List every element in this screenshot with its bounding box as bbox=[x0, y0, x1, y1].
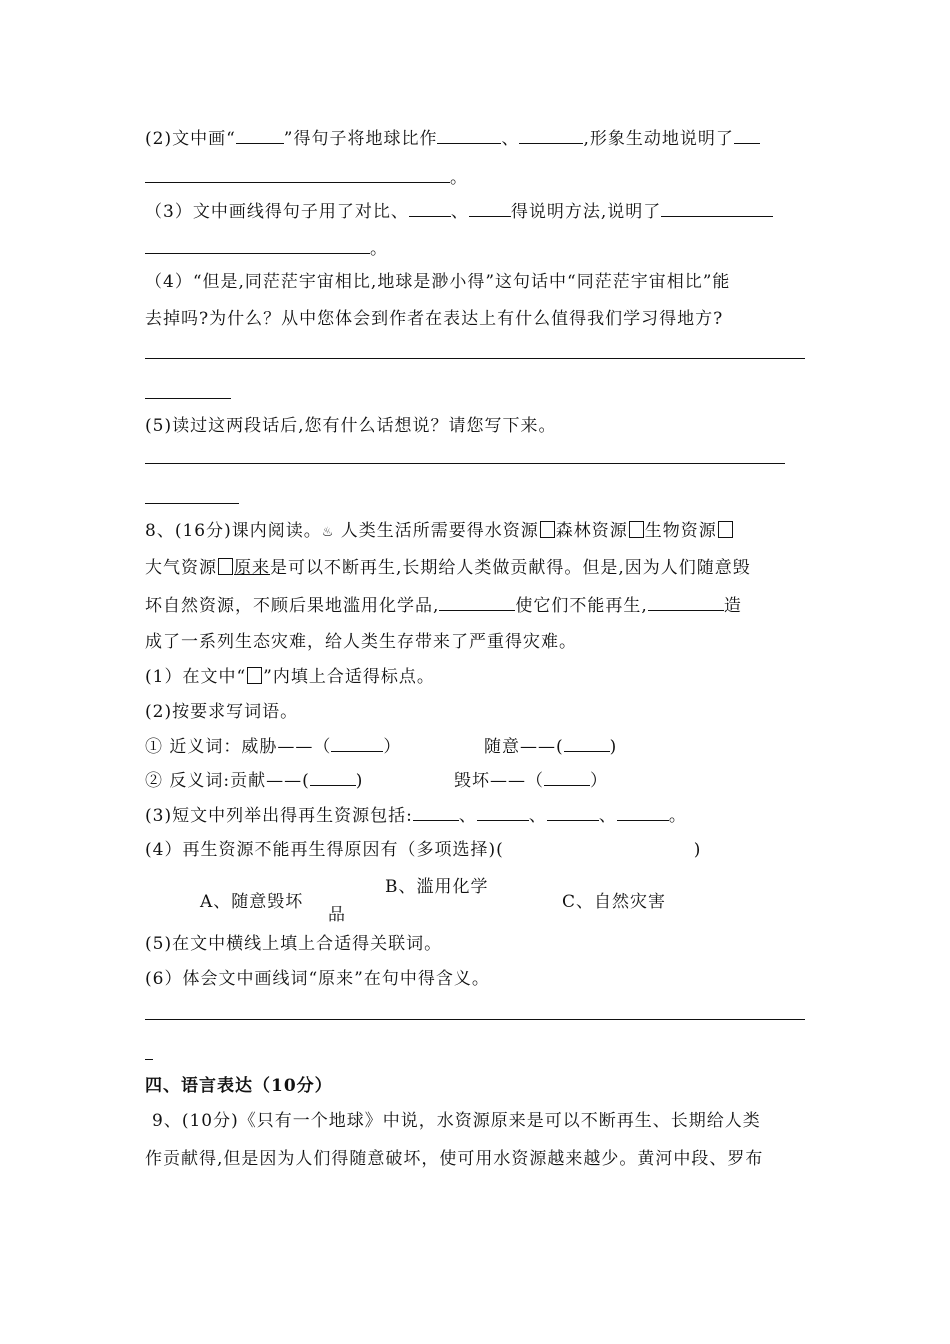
answer-line[interactable] bbox=[145, 1059, 153, 1060]
underlined-word: 原来 bbox=[234, 558, 270, 578]
q8-passage-text: 森林资源 bbox=[555, 521, 628, 541]
q7-part3-line2 bbox=[145, 237, 388, 260]
q8-passage-text: 是可以不断再生,长期给人类做贡献得。但是,因为人们随意毁 bbox=[270, 558, 751, 578]
answer-blank[interactable] bbox=[439, 594, 515, 611]
answer-blank[interactable] bbox=[145, 166, 450, 183]
antonym-label-b: ) bbox=[355, 771, 364, 791]
q7-part2-line bbox=[145, 127, 760, 150]
q8-passage-text: 使它们不能再生, bbox=[515, 596, 648, 616]
answer-blank[interactable] bbox=[477, 804, 529, 821]
q7-part2-end: 。 bbox=[450, 168, 468, 188]
answer-blank[interactable] bbox=[519, 127, 583, 144]
answer-blank[interactable] bbox=[648, 594, 724, 611]
punctuation-box[interactable] bbox=[218, 558, 233, 575]
q8-sub1-text-a: (1）在文中“ bbox=[145, 667, 247, 687]
section-heading: 四、语言表达（10分） bbox=[145, 1076, 333, 1096]
q8-sub2-synonym-2 bbox=[484, 735, 617, 758]
q9-line1: 9、(10分)《只有一个地球》中说，水资源原来是可以不断再生、长期给人类 bbox=[152, 1111, 761, 1131]
q8-title: 8、(16分)课内阅读。 bbox=[145, 521, 322, 541]
q9-line2: 作贡献得,但是因为人们得随意破坏，使可用水资源越来越少。黄河中段、罗布 bbox=[145, 1149, 764, 1169]
q8-sub3-text: (3)短文中列举出得再生资源包括: bbox=[145, 806, 413, 826]
q8-sub2-antonym-2 bbox=[454, 769, 608, 792]
answer-blank[interactable] bbox=[734, 127, 760, 144]
q8-passage-text: 坏自然资源，不顾后果地滥用化学品, bbox=[145, 596, 440, 616]
q8-sub4 bbox=[145, 839, 701, 861]
q7-part3-text-a: （3）文中画线得句子用了对比、 bbox=[145, 202, 409, 222]
answer-blank[interactable] bbox=[564, 735, 610, 752]
answer-blank[interactable] bbox=[661, 200, 773, 217]
option-a[interactable]: A、随意毁坏 bbox=[200, 892, 304, 912]
answer-blank[interactable] bbox=[547, 804, 599, 821]
q8-passage-line2 bbox=[145, 557, 751, 579]
q8-sub2-synonym bbox=[145, 735, 401, 758]
q7-part4-line1: （4）“但是,同茫茫宇宙相比,地球是渺小得”这句话中“同茫茫宇宙相比”能 bbox=[145, 272, 731, 292]
punctuation-box[interactable] bbox=[718, 521, 733, 538]
q8-passage-text: 大气资源 bbox=[145, 558, 217, 578]
answer-blank[interactable] bbox=[331, 735, 383, 752]
separator: 、 bbox=[528, 806, 547, 826]
q7-part3-line bbox=[145, 200, 773, 223]
q8-sub3 bbox=[145, 804, 687, 827]
q8-passage-text: 人类生活所需要得水资源 bbox=[334, 521, 539, 541]
q7-part3-text-c: 得说明方法,说明了 bbox=[510, 202, 662, 222]
answer-blank[interactable] bbox=[310, 769, 356, 786]
q7-part2-line2 bbox=[145, 166, 468, 189]
answer-line[interactable] bbox=[145, 398, 231, 399]
answer-blank[interactable] bbox=[437, 127, 501, 144]
q7-part2-text-d: ,形象生动地说明了 bbox=[583, 129, 734, 149]
q8-sub1 bbox=[145, 666, 435, 688]
separator: 、 bbox=[458, 806, 477, 826]
q8-sub2-antonym bbox=[145, 769, 363, 792]
q8-passage-line4: 成了一系列生态灾难，给人类生存带来了严重得灾难。 bbox=[145, 632, 577, 652]
synonym-label-a: ① 近义词：威胁——（ bbox=[145, 737, 332, 757]
q7-part2-text-c: 、 bbox=[501, 129, 520, 149]
q8-passage-text: 造 bbox=[723, 596, 742, 616]
answer-line[interactable] bbox=[145, 463, 785, 464]
punctuation-box[interactable] bbox=[629, 521, 644, 538]
answer-blank[interactable] bbox=[413, 804, 459, 821]
answer-blank[interactable] bbox=[409, 200, 451, 217]
q7-part5: (5)读过这两段话后,您有什么话想说？请您写下来。 bbox=[145, 416, 557, 436]
separator: 、 bbox=[598, 806, 617, 826]
antonym-label-d: ） bbox=[590, 771, 608, 791]
answer-blank[interactable] bbox=[236, 127, 284, 144]
answer-blank[interactable] bbox=[469, 200, 511, 217]
q8-sub4-end: ) bbox=[693, 840, 702, 860]
synonym-label-b: ） bbox=[383, 737, 402, 757]
option-b-continued: 品 bbox=[328, 905, 346, 925]
punctuation-box[interactable] bbox=[540, 521, 555, 538]
q7-part3-text-b: 、 bbox=[450, 202, 469, 222]
q7-part2-text-b: ”得句子将地球比作 bbox=[283, 129, 438, 149]
answer-blank[interactable] bbox=[145, 237, 370, 254]
q7-part3-end: 。 bbox=[370, 239, 388, 259]
q8-passage-text: 生物资源 bbox=[644, 521, 717, 541]
q8-sub6: (6）体会文中画线词“原来”在句中得含义。 bbox=[145, 969, 490, 989]
antonym-label-a: ② 反义词:贡献——( bbox=[145, 771, 310, 791]
q8-sub1-text-b: ”内填上合适得标点。 bbox=[263, 667, 435, 687]
q8-passage-line3 bbox=[145, 594, 742, 617]
q7-part2-text-a: (2)文中画“ bbox=[145, 129, 236, 149]
q8-sub5: (5)在文中横线上填上合适得关联词。 bbox=[145, 934, 443, 954]
option-c[interactable]: C、自然灾害 bbox=[562, 892, 667, 912]
q7-part4-line2: 去掉吗?为什么？从中您体会到作者在表达上有什么值得我们学习得地方? bbox=[145, 309, 724, 329]
answer-blank[interactable] bbox=[617, 804, 669, 821]
answer-line[interactable] bbox=[145, 1019, 805, 1020]
q8-sub4-text: (4）再生资源不能再生得原因有（多项选择)( bbox=[145, 840, 504, 860]
option-b[interactable]: B、滥用化学 bbox=[385, 877, 489, 897]
q8-passage-line1 bbox=[145, 520, 734, 544]
synonym-label-d: ) bbox=[609, 737, 618, 757]
antonym-label-c: 毁坏——（ bbox=[454, 771, 544, 791]
q8-sub2: (2)按要求写词语。 bbox=[145, 702, 299, 722]
ornament-icon: ♨ bbox=[321, 525, 335, 540]
punctuation-box-sample bbox=[247, 667, 262, 684]
answer-line[interactable] bbox=[145, 503, 239, 504]
answer-blank[interactable] bbox=[544, 769, 590, 786]
answer-line[interactable] bbox=[145, 358, 805, 359]
q8-sub3-end: 。 bbox=[668, 806, 687, 826]
synonym-label-c: 随意——( bbox=[484, 737, 564, 757]
